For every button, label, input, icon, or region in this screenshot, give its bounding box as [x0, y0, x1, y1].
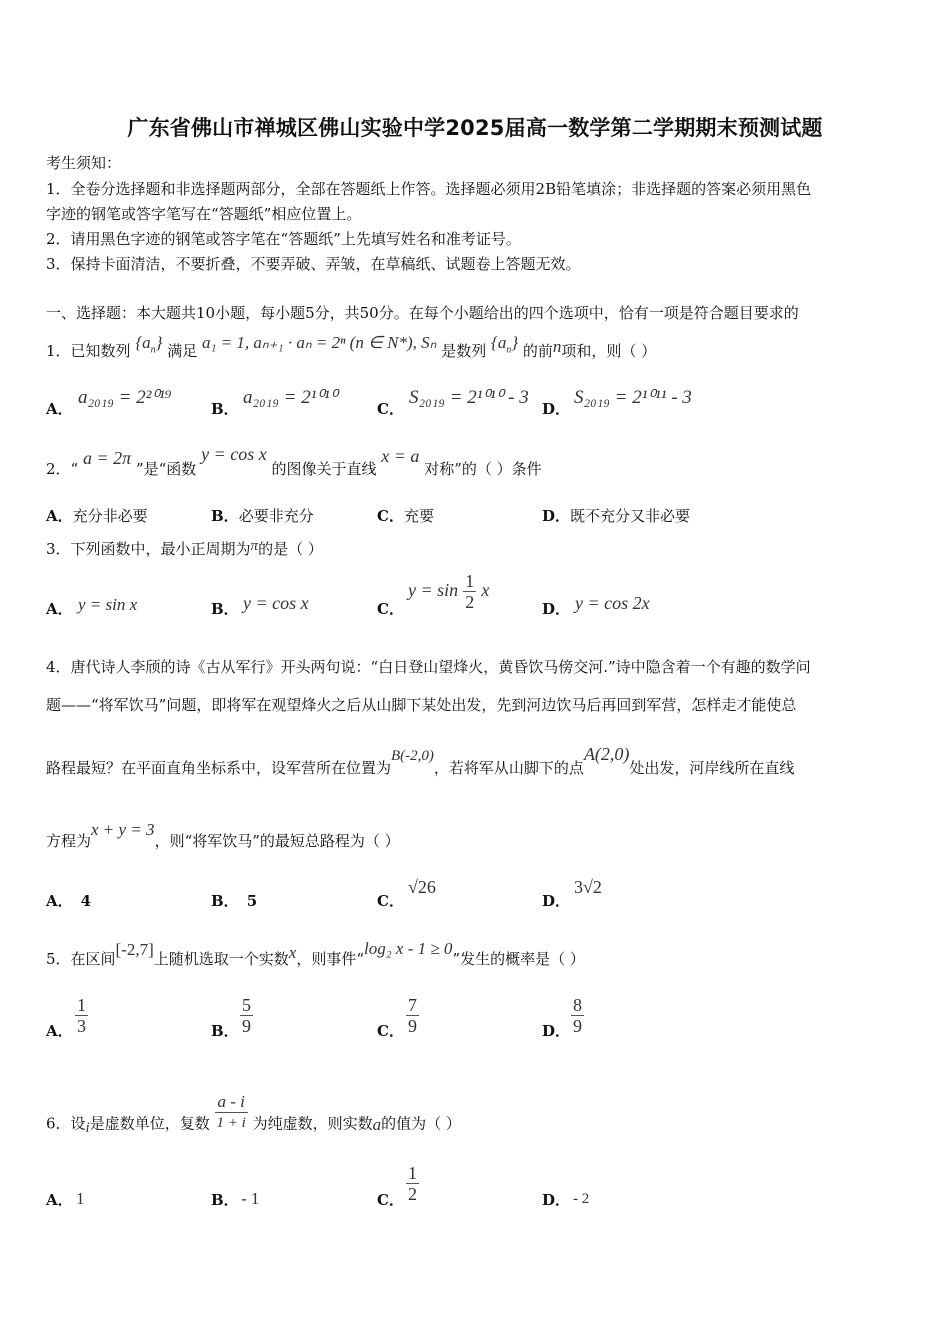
q3-option-a-text: y = sin x — [78, 595, 138, 614]
q6-option-b[interactable]: B． — [211, 1191, 239, 1209]
sequence-symbol: $\{a_n\}$ — [135, 333, 163, 356]
section-heading: 一、选择题：本大题共10小题，每小题5分，共50分。在每个小题给出的四个选项中，恰有一项是符合题目要求的 — [46, 304, 799, 322]
page-title: 广东省佛山市禅城区佛山实验中学2025届高一数学第二学期期末预测试题 — [127, 116, 823, 140]
q1-option-d-text: S₂₀₁₉ = 2¹⁰¹¹ - 3 — [574, 387, 692, 408]
q4-option-d-text: 3√2 — [574, 877, 602, 897]
sequence-symbol: $\{a_n\}$ — [491, 333, 519, 356]
q3-option-a[interactable]: A． — [46, 600, 73, 618]
q2-option-a[interactable]: A．充分非必要 — [46, 507, 148, 525]
q4-option-c[interactable]: C． — [377, 892, 404, 910]
question-4-line-3: 路程最短？在平面直角坐标系中，设军营所在位置为B(-2,0)，若将军从山脚下的点A(2,0)处出发，河岸线所在直线 — [46, 744, 795, 777]
q5-option-d-frac: $\frac{8}{9}$ — [573, 995, 582, 1036]
q4-option-b[interactable]: B． 5 — [211, 892, 258, 910]
question-6-stem: 6．设i是虚数单位，复数 $\frac{a - i}{1 + i}$ 为纯虚数，则实数a的值为（ ） — [46, 1092, 461, 1136]
condition-formula: a₁ = 1, aₙ₊₁ · aₙ = 2ⁿ (n ∈ N*), Sₙ — [202, 333, 437, 352]
q5-option-a[interactable]: A． — [46, 1022, 73, 1040]
notice-heading: 考生须知： — [46, 154, 122, 172]
q6-option-a[interactable]: A． — [46, 1191, 73, 1209]
q2-option-c[interactable]: C．充要 — [377, 507, 434, 525]
q1-option-b[interactable]: B． — [211, 400, 239, 418]
q3-option-d-text: y = cos 2x — [575, 593, 650, 613]
question-4-line-4: 方程为x + y = 3，则“将军饮马”的最短总路程为（ ） — [46, 820, 400, 850]
notice-item-3: 3．保持卡面清洁，不要折叠，不要弄破、弄皱，在草稿纸、试题卷上答题无效。 — [46, 255, 581, 273]
q1-option-d[interactable]: D． — [542, 400, 571, 418]
question-4-line-1: 4．唐代诗人李颀的诗《古从军行》开头两句说：“白日登山望烽火，黄昏饮马傍交河.”诗中隐含着一个有趣的数学问 — [46, 658, 811, 676]
q6-option-c[interactable]: C． — [377, 1191, 404, 1209]
q1-option-a-text: a₂₀₁₉ = 2²⁰¹⁹ — [78, 387, 172, 408]
question-1-stem: 1．已知数列 $\{a_n\}$ 满足 a₁ = 1, aₙ₊₁ · aₙ = 2ⁿ (n ∈ N*), Sₙ 是数列 $\{a_n\}$ 的前n项和，则（ ） — [46, 333, 657, 360]
notice-item-1-cont: 字迹的钢笔或答字笔写在“答题纸”相应位置上。 — [46, 205, 362, 223]
q1-option-c[interactable]: C． — [377, 400, 404, 418]
q1-option-c-text: S₂₀₁₉ = 2¹⁰¹⁰ - 3 — [409, 387, 529, 408]
q3-option-b[interactable]: B． — [211, 600, 239, 618]
q3-option-b-text: y = cos x — [243, 593, 309, 613]
q6-option-c-frac: $\frac{1}{2}$ — [408, 1163, 417, 1204]
q2-option-b[interactable]: B．必要非充分 — [211, 507, 314, 525]
q4-option-c-text: √26 — [408, 877, 436, 897]
q6-option-b-text: - 1 — [241, 1189, 260, 1208]
notice-item-1: 1．全卷分选择题和非选择题两部分，全部在答题纸上作答。选择题必须用2B铅笔填涂；非选择题的答案必须用黑色 — [46, 180, 812, 198]
q6-option-d-text: - 2 — [573, 1191, 590, 1207]
q1-option-a[interactable]: A． — [46, 400, 73, 418]
question-4-line-2: 题——“将军饮马”问题，即将军在观望烽火之后从山脚下某处出发，先到河边饮马后再回到军营，怎样走才能使总 — [46, 696, 797, 714]
question-3-stem: 3．下列函数中，最小正周期为π的是（ ） — [46, 538, 323, 558]
q5-option-b-frac: $\frac{5}{9}$ — [242, 995, 251, 1036]
q4-option-d[interactable]: D． — [542, 892, 571, 910]
q6-option-a-text: 1 — [76, 1189, 85, 1208]
notice-item-2: 2．请用黑色字迹的钢笔或答字笔在“答题纸”上先填写姓名和准考证号。 — [46, 230, 521, 248]
question-2-stem: 2．“ a = 2π ”是“函数 y = cos x 的图像关于直线 x = a 对称”的（ ）条件 — [46, 444, 542, 478]
q5-option-c-frac: $\frac{7}{9}$ — [408, 995, 417, 1036]
q3-option-c-text: y = sin $\frac{1}{2}$ x — [408, 571, 490, 612]
q6-option-d[interactable]: D． — [542, 1191, 571, 1209]
q4-option-a[interactable]: A． 4 — [46, 892, 92, 910]
q5-option-c[interactable]: C． — [377, 1022, 404, 1040]
q1-option-b-text: a₂₀₁₉ = 2¹⁰¹⁰ — [243, 387, 338, 408]
q3-option-d[interactable]: D． — [542, 600, 571, 618]
q5-option-b[interactable]: B． — [211, 1022, 239, 1040]
q5-option-a-frac: $\frac{1}{3}$ — [77, 995, 86, 1036]
q3-option-c[interactable]: C． — [377, 600, 404, 618]
question-5-stem: 5．在区间[-2,7]上随机选取一个实数x，则事件“log₂ x - 1 ≥ 0”发生的概率是（ ） — [46, 939, 585, 968]
q5-option-d[interactable]: D． — [542, 1022, 571, 1040]
q2-option-d[interactable]: D．既不充分又非必要 — [542, 507, 691, 525]
